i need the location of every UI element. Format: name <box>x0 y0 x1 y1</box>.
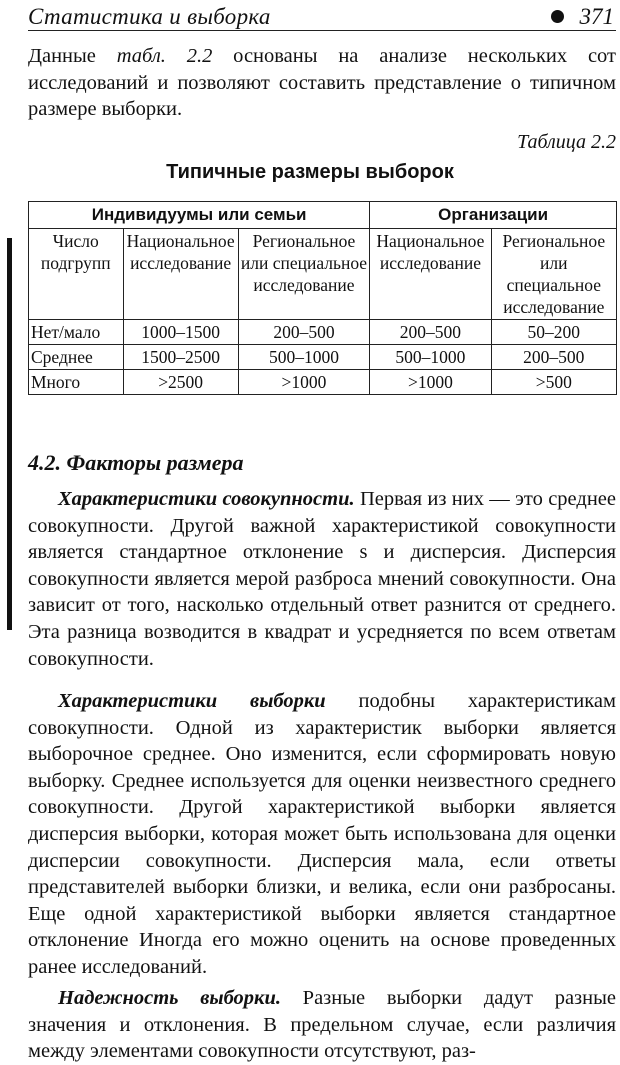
table-cell: 1000–1500 <box>123 320 238 345</box>
paragraph-reliability <box>28 985 616 1065</box>
paragraph-text: Первая из них — это среднее совокупности. Другой важной характеристикой совокупности является стандартное отклонение s и дисперсия. Дисперсия совокупности является мерой разброса мнений совокупности. Она зависит от того, насколько отдельный ответ разнится от среднего. Эта разница возводится в квадрат и усредняется по всем ответам совокупности. <box>28 488 616 670</box>
group-header-individuals: Индивидуумы или семьи <box>29 202 370 229</box>
running-header <box>28 4 616 31</box>
paragraph-sample <box>28 688 616 981</box>
table-column-header-row <box>29 229 617 320</box>
table-group-header-row <box>29 202 617 229</box>
page-number: 371 <box>579 4 614 29</box>
paragraph-population <box>28 486 616 672</box>
row-label: Среднее <box>29 345 124 370</box>
table-cell: >1000 <box>238 370 370 395</box>
table-cell: 500–1000 <box>370 345 491 370</box>
table-cell: 1500–2500 <box>123 345 238 370</box>
group-header-organizations: Организации <box>370 202 617 229</box>
table-cell: 50–200 <box>491 320 616 345</box>
table-cell: >2500 <box>123 370 238 395</box>
column-header: Региональное или специальное исследование <box>238 229 370 320</box>
table-title: Типичные размеры выборок <box>166 161 454 183</box>
paragraph-text: Разные выборки дадут разные значения и отклонения. В предельном случае, если различия между элементами совокупности отсутствуют, раз- <box>28 987 616 1063</box>
column-header: Национальное исследование <box>370 229 491 320</box>
column-header: Число подгрупп <box>29 229 124 320</box>
table-cell: >1000 <box>370 370 491 395</box>
paragraph-text: подобны характеристикам совокупности. Одной из характеристик выборки является выборочное среднее. Оно изменится, если сформировать новую выборку. Среднее используется для оценки неизвестного среднего совокупности. Другой характеристикой выборки является дисперсия выборки, которая может быть использована для оценки дисперсии совокупности. Дисперсия мала, если ответы представителей выборки близки, и велика, если они разбросаны. Еще одной характеристикой выборки является стандартное отклонение Иногда его можно оценить на основе проведенных ранее исследований. <box>28 690 616 978</box>
table-cell: 200–500 <box>491 345 616 370</box>
table-caption: Таблица 2.2 <box>517 131 616 153</box>
intro-prefix: Данные <box>28 45 117 67</box>
column-header: Национальное исследование <box>123 229 238 320</box>
row-label: Много <box>29 370 124 395</box>
table-row <box>29 345 617 370</box>
sample-size-table <box>28 201 617 395</box>
table-reference: табл. 2.2 <box>116 45 213 67</box>
intro-paragraph <box>28 43 616 123</box>
table-cell: 500–1000 <box>238 345 370 370</box>
row-label: Нет/мало <box>29 320 124 345</box>
table-row <box>29 320 617 345</box>
running-title: Статистика и выборка <box>28 4 271 29</box>
paragraph-lead: Надежность выборки. <box>58 987 281 1009</box>
section-heading: 4.2. Факторы размера <box>28 450 244 475</box>
table-cell: 200–500 <box>370 320 491 345</box>
table-cell: >500 <box>491 370 616 395</box>
intro-rest: основаны на анализе нескольких сот исследований и позволяют составить представление о типичном размере выборки. <box>28 45 616 121</box>
table-row <box>29 370 617 395</box>
bullet-dot-icon <box>551 10 564 23</box>
table-cell: 200–500 <box>238 320 370 345</box>
paragraph-lead: Характеристики выборки <box>58 690 326 712</box>
column-header: Региональное или специальное исследование <box>491 229 616 320</box>
margin-marker-bar <box>7 238 12 630</box>
paragraph-lead: Характеристики совокупности. <box>58 488 355 510</box>
